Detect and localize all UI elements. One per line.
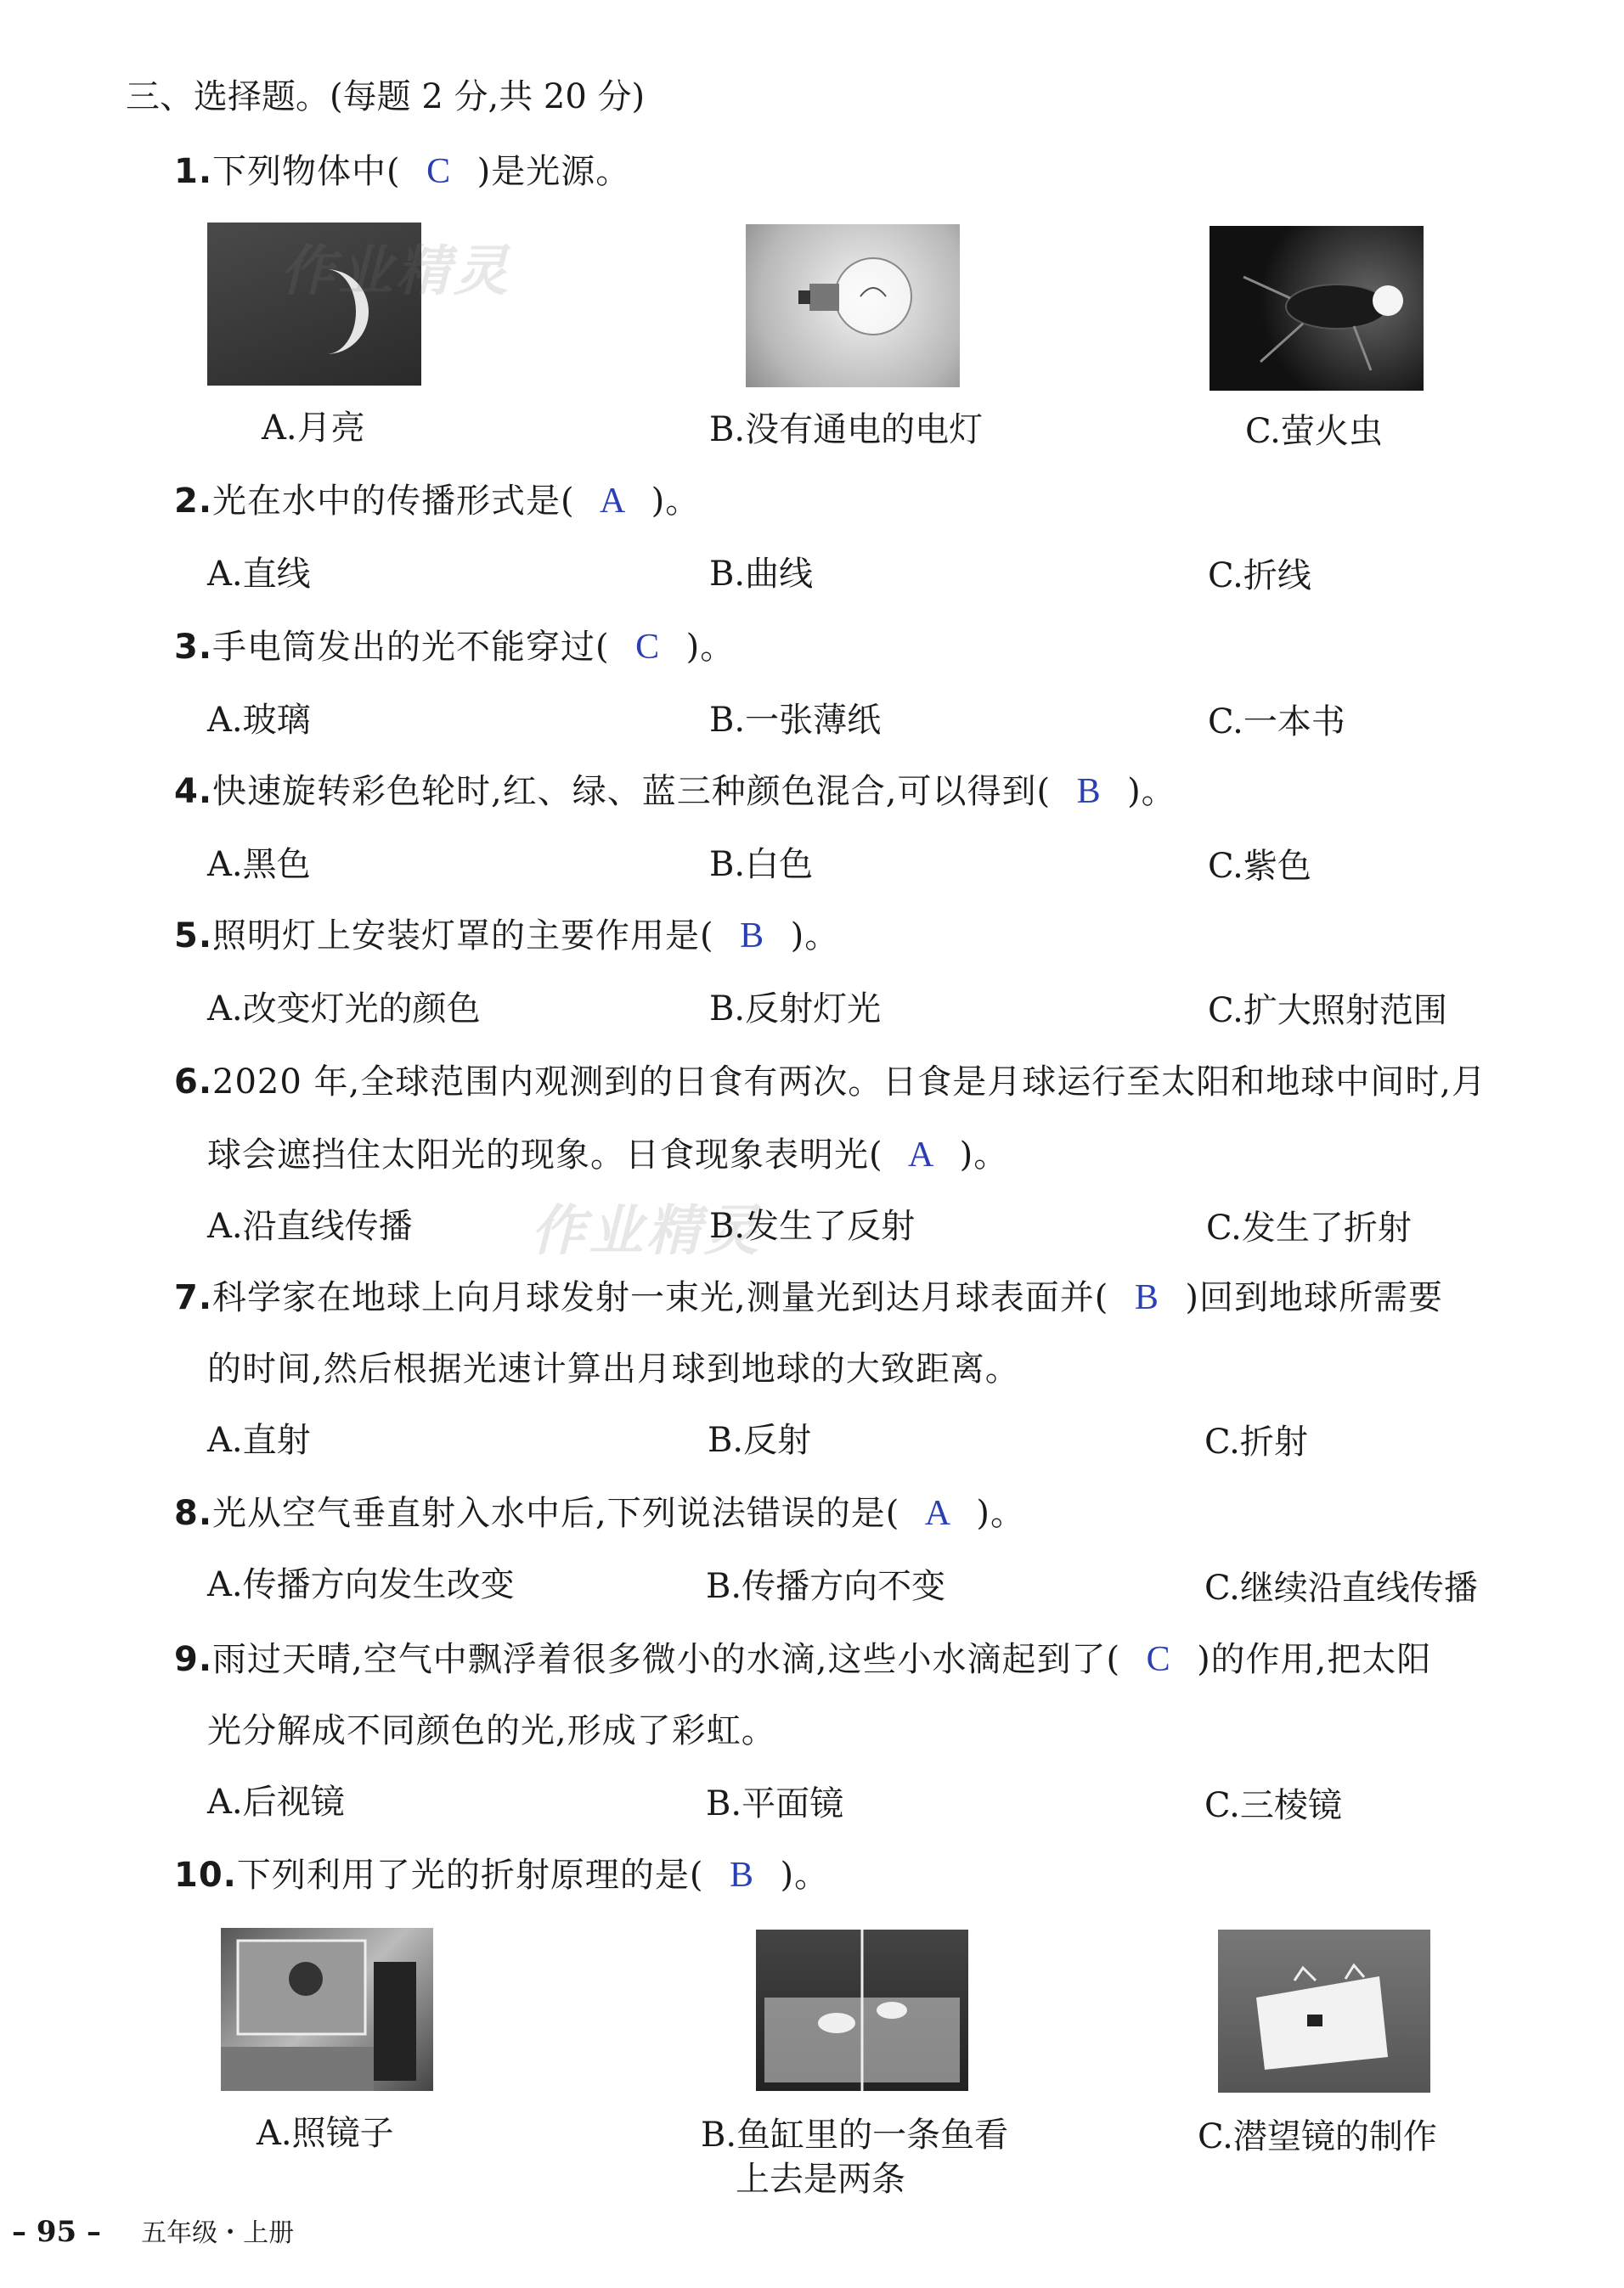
- option-c[interactable]: C.折射: [1204, 1423, 1308, 1462]
- option-c[interactable]: C.潜望镜的制作: [1198, 2117, 1437, 2156]
- question-6: [174, 1055, 1486, 1103]
- question-text: )。: [790, 916, 840, 955]
- option-b[interactable]: B.一张薄纸: [709, 701, 882, 740]
- question-9: [174, 1632, 1431, 1681]
- question-text: 快速旋转彩色轮时,红、绿、蓝三种颜色混合,可以得到(: [212, 772, 1052, 811]
- page-footer: [12, 2212, 294, 2249]
- option-c[interactable]: C.扩大照射范围: [1208, 991, 1447, 1030]
- question-4: [174, 764, 1176, 813]
- section-title: 三、选择题。(每题 2 分,共 20 分): [126, 77, 646, 116]
- option-b[interactable]: B.传播方向不变: [706, 1567, 946, 1606]
- option-a[interactable]: A.传播方向发生改变: [207, 1565, 515, 1604]
- watermark: 作业精灵: [280, 240, 511, 303]
- question-text: 照明灯上安装灯罩的主要作用是(: [212, 916, 714, 955]
- fish-icon: [756, 1930, 968, 2091]
- question-text: )。: [780, 1856, 830, 1895]
- question-7: [174, 1271, 1443, 1319]
- option-a[interactable]: A.沿直线传播: [207, 1207, 413, 1246]
- question-5: [174, 909, 839, 957]
- question-3: [174, 620, 735, 668]
- option-a[interactable]: A.玻璃: [207, 701, 311, 740]
- option-b-line2: 上去是两条: [736, 2160, 905, 2199]
- option-c[interactable]: C.萤火虫: [1245, 412, 1383, 451]
- option-a[interactable]: A.月亮: [262, 409, 365, 448]
- answer: C: [1146, 1640, 1171, 1679]
- question-text: 2020 年,全球范围内观测到的日食有两次。日食是月球运行至太阳和地球中间时,月: [212, 1062, 1486, 1102]
- question-number: 9.: [174, 1640, 213, 1679]
- firefly-icon: [1210, 226, 1424, 391]
- firefly-image: [1210, 226, 1424, 391]
- question-number: 2.: [174, 482, 213, 521]
- question-text: 下列利用了光的折射原理的是(: [236, 1856, 704, 1895]
- option-a[interactable]: A.照镜子: [257, 2114, 394, 2153]
- question-text: 光在水中的传播形式是(: [212, 482, 575, 521]
- question-text: )的作用,把太阳: [1197, 1640, 1432, 1679]
- option-c[interactable]: C.发生了折射: [1206, 1209, 1412, 1248]
- periscope-icon: [1218, 1930, 1430, 2093]
- option-b[interactable]: B.反射: [708, 1421, 812, 1460]
- question-text: 手电筒发出的光不能穿过(: [212, 628, 610, 667]
- question-8: [174, 1486, 1025, 1535]
- question-text: 光从空气垂直射入水中后,下列说法错误的是(: [212, 1494, 900, 1533]
- option-b[interactable]: B.曲线: [709, 555, 814, 594]
- answer: B: [1134, 1278, 1159, 1317]
- question-text: )。: [976, 1494, 1025, 1533]
- question-7-line2: 的时间,然后根据光速计算出月球到地球的大致距离。: [207, 1350, 1020, 1389]
- answer: C: [426, 152, 452, 191]
- light-bulb-image: [746, 224, 960, 387]
- periscope-photo: [1218, 1930, 1430, 2093]
- question-text: 下列物体中(: [212, 152, 401, 191]
- question-number: 6.: [174, 1062, 213, 1102]
- option-c[interactable]: C.继续沿直线传播: [1204, 1569, 1478, 1608]
- answer: A: [599, 482, 627, 521]
- option-b[interactable]: B.鱼缸里的一条鱼看: [701, 2116, 1009, 2155]
- question-number: 5.: [174, 916, 213, 955]
- option-b[interactable]: B.发生了反射: [709, 1207, 916, 1246]
- answer: B: [740, 916, 765, 955]
- mirror-photo: [221, 1928, 433, 2091]
- option-a[interactable]: A.直线: [207, 555, 311, 594]
- option-a[interactable]: A.直射: [207, 1421, 311, 1460]
- question-text: )。: [959, 1136, 1009, 1175]
- option-c[interactable]: C.一本书: [1208, 702, 1345, 741]
- answer: C: [635, 628, 661, 667]
- question-number: 7.: [174, 1278, 213, 1317]
- answer: A: [907, 1136, 935, 1175]
- answer: B: [1076, 772, 1102, 811]
- question-text: 雨过天晴,空气中飘浮着很多微小的水滴,这些小水滴起到了(: [212, 1640, 1121, 1679]
- question-text: )。: [651, 482, 701, 521]
- question-number: 3.: [174, 628, 213, 667]
- question-9-line2: 光分解成不同颜色的光,形成了彩虹。: [207, 1711, 776, 1750]
- option-c[interactable]: C.三棱镜: [1204, 1786, 1342, 1825]
- grade-label: 五年级・上册: [141, 2218, 295, 2248]
- bulb-icon: [746, 224, 960, 387]
- fish-tank-photo: [756, 1930, 968, 2091]
- option-b[interactable]: B.白色: [709, 845, 814, 884]
- answer: B: [729, 1856, 754, 1895]
- question-text: )。: [1127, 772, 1176, 811]
- question-2: [174, 474, 700, 522]
- question-number: 1.: [174, 152, 213, 191]
- page-number: – 95 –: [12, 2215, 101, 2249]
- question-text: 球会遮挡住太阳光的现象。日食现象表明光(: [207, 1136, 883, 1175]
- option-c[interactable]: C.紫色: [1208, 847, 1311, 886]
- question-number: 4.: [174, 772, 213, 811]
- option-b[interactable]: B.平面镜: [706, 1784, 844, 1823]
- option-b[interactable]: B.反射灯光: [709, 989, 882, 1028]
- watermark: 作业精灵: [531, 1200, 762, 1263]
- question-number: 10.: [174, 1856, 237, 1895]
- option-a[interactable]: A.后视镜: [207, 1783, 345, 1822]
- option-b[interactable]: B.没有通电的电灯: [709, 410, 984, 449]
- question-text: )回到地球所需要: [1185, 1278, 1443, 1317]
- answer: A: [924, 1494, 952, 1533]
- mirror-icon: [221, 1928, 433, 2091]
- question-6-line2: [207, 1128, 1008, 1176]
- question-text: )。: [685, 628, 736, 667]
- question-number: 8.: [174, 1494, 213, 1533]
- question-1: [174, 144, 630, 193]
- option-c[interactable]: C.折线: [1208, 556, 1311, 595]
- question-10: [174, 1848, 829, 1896]
- question-text: 科学家在地球上向月球发射一束光,测量光到达月球表面并(: [212, 1278, 1109, 1317]
- option-a[interactable]: A.黑色: [207, 845, 311, 884]
- question-text: )是光源。: [476, 152, 631, 191]
- option-a[interactable]: A.改变灯光的颜色: [207, 989, 481, 1028]
